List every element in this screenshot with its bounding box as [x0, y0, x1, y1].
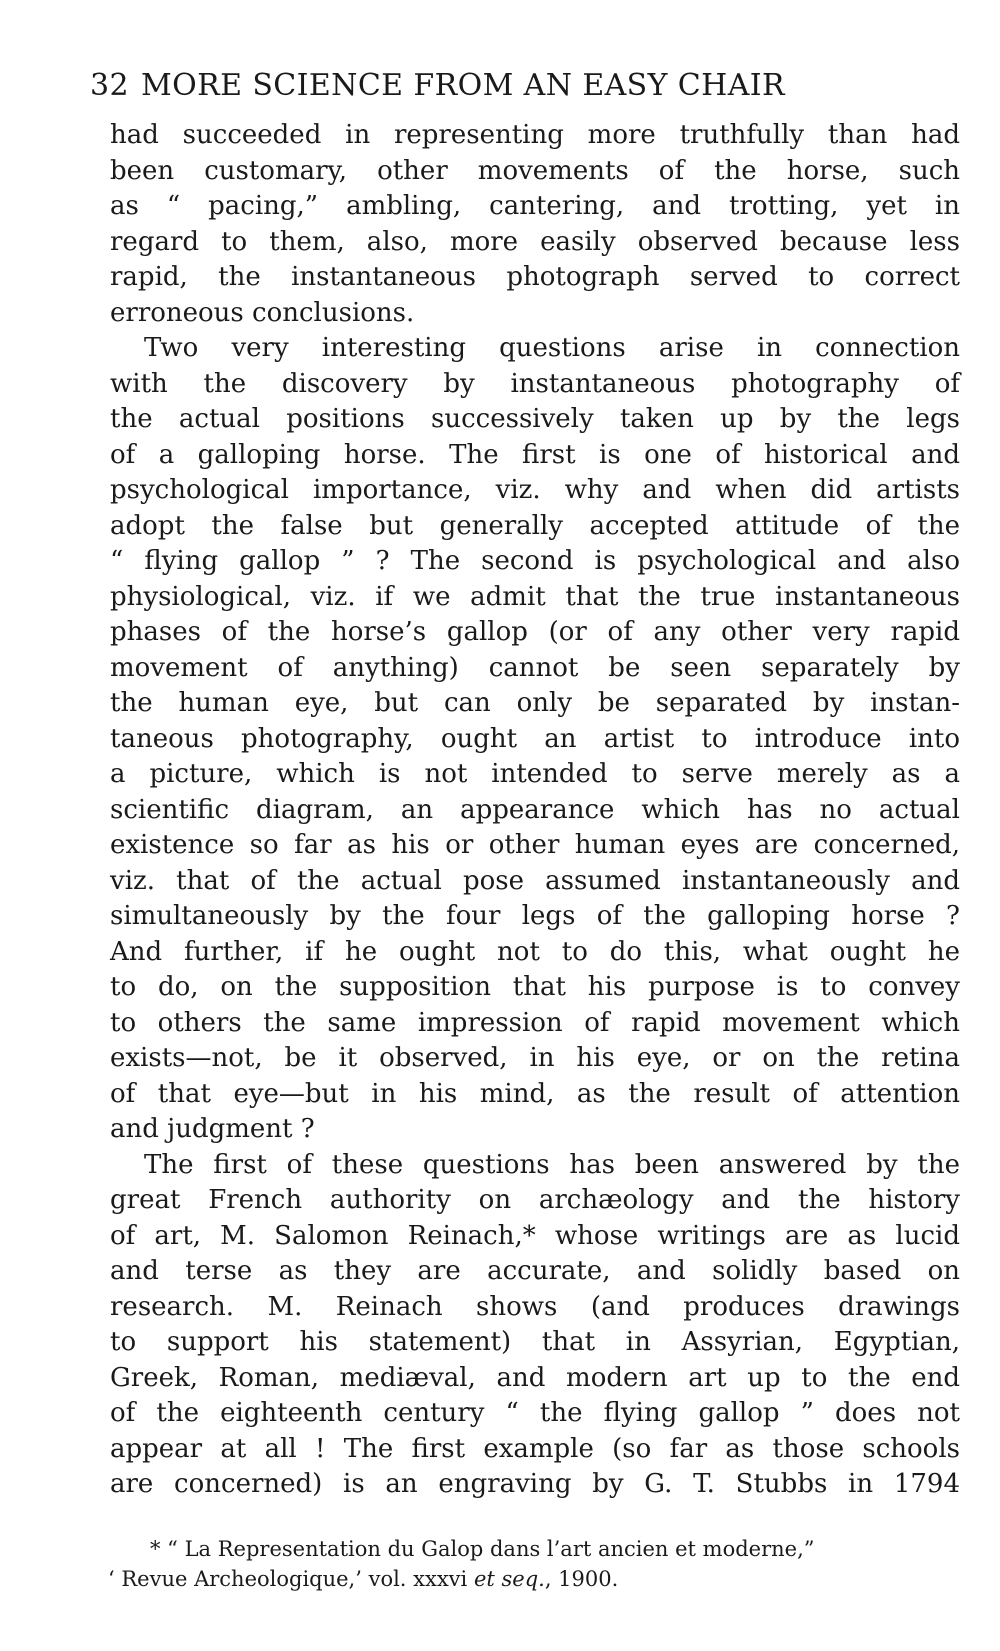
- text-line: great French authority on archæology and the history: [110, 1185, 960, 1215]
- text-line: simultaneously by the four legs of the galloping horse ?: [110, 901, 960, 931]
- running-head: [90, 68, 930, 104]
- body-text: [110, 118, 960, 1503]
- text-line: been customary, other movements of the horse, such: [110, 155, 960, 186]
- text-line: research. M. Reinach shows (and produces drawings: [110, 1291, 960, 1322]
- text-line: “ flying gallop ” ? The second is psychological and also: [110, 546, 960, 576]
- text-line: phases of the horse’s gallop (or of any other very rapid: [110, 617, 960, 647]
- text-line: to do, on the supposition that his purpose is to convey: [110, 972, 960, 1002]
- text-line: of the eighteenth century “ the flying gallop ” does not: [110, 1398, 960, 1428]
- text-line: with the discovery by instantaneous photography of: [110, 368, 960, 399]
- footnote-citation: ‘ Revue Archeologique,’ vol. xxxvi: [108, 1567, 474, 1591]
- text-line: existence so far as his or other human eyes are concerned,: [110, 830, 960, 860]
- text-line: had succeeded in representing more truthfully than had: [110, 120, 960, 150]
- paragraph-start-line: Two very interesting questions arise in connection: [144, 333, 960, 363]
- footnote-year: , 1900.: [544, 1567, 619, 1591]
- text-line: and judgment ?: [110, 1114, 315, 1144]
- text-line: psychological importance, viz. why and when did artists: [110, 475, 960, 505]
- paragraph-start-line: The first of these questions has been answered by the: [144, 1149, 960, 1180]
- text-line: to support his statement) that in Assyrian, Egyptian,: [110, 1327, 960, 1357]
- footnote: [108, 1534, 960, 1594]
- footnote-italic: et seq.: [473, 1567, 545, 1591]
- text-line: movement of anything) cannot be seen separately by: [110, 652, 960, 683]
- text-line: Greek, Roman, mediæval, and modern art up to the end: [110, 1362, 960, 1393]
- text-line: the actual positions successively taken up by the legs: [110, 404, 960, 434]
- text-line: of a galloping horse. The first is one of historical and: [110, 439, 960, 470]
- text-line: scientific diagram, an appearance which has no actual: [110, 794, 960, 825]
- text-line: as “ pacing,” ambling, cantering, and trotting, yet in: [110, 191, 960, 221]
- text-line: regard to them, also, more easily observed because less: [110, 226, 960, 257]
- text-line: a picture, which is not intended to serve merely as a: [110, 759, 960, 789]
- text-line: to others the same impression of rapid movement which: [110, 1007, 960, 1038]
- text-line: adopt the false but generally accepted attitude of the: [110, 510, 960, 541]
- text-line: rapid, the instantaneous photograph served to correct: [110, 262, 960, 292]
- text-line: physiological, viz. if we admit that the true instantaneous: [110, 581, 960, 612]
- footnote-line: * “ La Representation du Galop dans l’art ancien et moderne,”: [150, 1537, 815, 1561]
- text-line: viz. that of the actual pose assumed instantaneously and: [110, 865, 960, 896]
- page-number: 32: [90, 68, 129, 103]
- text-line: of art, M. Salomon Reinach,* whose writings are as lucid: [110, 1220, 960, 1251]
- footnote-line: [108, 1564, 960, 1594]
- text-line: the human eye, but can only be separated by instan-: [110, 688, 960, 718]
- running-title: MORE SCIENCE FROM AN EASY CHAIR: [140, 68, 785, 103]
- text-line: erroneous conclusions.: [110, 297, 415, 328]
- text-line: taneous photography, ought an artist to introduce into: [110, 723, 960, 754]
- text-line: exists—not, be it observed, in his eye, or on the retina: [110, 1043, 960, 1073]
- text-line: And further, if he ought not to do this, what ought he: [110, 936, 960, 967]
- text-line: and terse as they are accurate, and solidly based on: [110, 1256, 960, 1286]
- text-line: are concerned) is an engraving by G. T. Stubbs in 1794: [110, 1469, 960, 1499]
- text-line: of that eye—but in his mind, as the result of attention: [110, 1078, 960, 1109]
- text-line: appear at all ! The first example (so far as those schools: [110, 1433, 960, 1464]
